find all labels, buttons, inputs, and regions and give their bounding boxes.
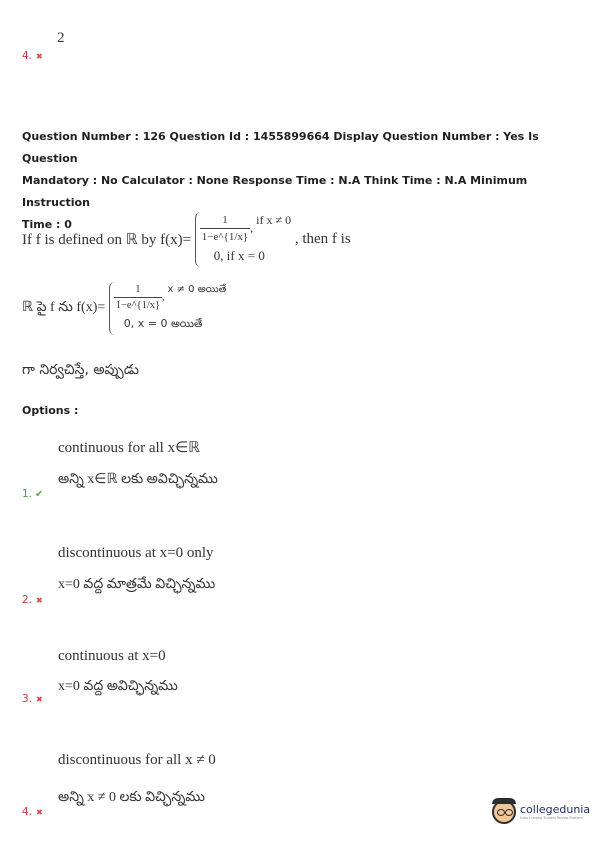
case-2-telugu: 0, x = 0 అయితే: [123, 317, 203, 330]
previous-answer-fragment: 2: [57, 30, 65, 46]
option-number: 3.: [22, 693, 33, 705]
option-1-number: [22, 488, 43, 500]
cross-icon: ✖: [36, 52, 43, 61]
option-2-number: [22, 594, 43, 606]
option-4-number: [22, 806, 43, 818]
collegedunia-logo: [492, 800, 590, 824]
option-2-telugu[interactable]: x=0 వద్ద మాత్రమే విచ్ఛిన్నము: [58, 577, 216, 592]
metadata-line-3: Time : 0: [22, 218, 72, 231]
option-3-english[interactable]: continuous at x=0: [58, 648, 166, 664]
metadata-line-2: Mandatory : No Calculator : None Response Time : N.A Think Time : N.A Minimum Instruction: [22, 174, 528, 209]
check-icon: ✔: [35, 489, 44, 500]
options-label: Options :: [22, 404, 79, 417]
question-english: [22, 212, 351, 267]
fraction-telugu: [114, 282, 162, 313]
question-suffix: , then f is: [294, 231, 351, 247]
option-2-english[interactable]: discontinuous at x=0 only: [58, 545, 214, 561]
option-number: 4.: [22, 50, 33, 62]
logo-text: collegedunia: [520, 802, 591, 816]
question-telugu: [22, 282, 226, 335]
option-3-number: [22, 693, 43, 705]
fraction-numerator: 1: [114, 282, 162, 298]
fraction-denominator: 1−e^{1/x}: [201, 231, 249, 243]
option-number: 2.: [22, 594, 33, 606]
option-3-telugu[interactable]: x=0 వద్ద అవిచ్ఛిన్నము: [58, 679, 178, 694]
option-number: 4.: [22, 806, 33, 818]
case-2: 0, if x = 0: [213, 248, 265, 263]
option-number: 1.: [22, 488, 33, 500]
cross-icon: ✖: [36, 695, 43, 704]
option-1-english[interactable]: continuous for all x∈ℝ: [58, 440, 201, 456]
logo-tagline: India's largest Student Review Platform: [520, 815, 583, 820]
case-1-condition-telugu: x ≠ 0 అయితే: [167, 284, 227, 295]
piecewise-definition: $\frac{1}{1-e\^{}\{1/x\}}$ , if x ≠ 0 0, if x = 0: [195, 212, 291, 267]
previous-option-number: [22, 50, 43, 62]
metadata-line-1: Question Number : 126 Question Id : 1455899664 Display Question Number : Yes Is Question: [22, 130, 539, 165]
option-4-telugu[interactable]: అన్ని x ≠ 0 లకు విచ్ఛిన్నము: [58, 790, 205, 805]
question-prefix-telugu: ℝ పై f ను f(x)=: [22, 300, 106, 315]
fraction-numerator: 1: [200, 212, 250, 229]
cross-icon: ✖: [36, 808, 43, 817]
option-1-telugu[interactable]: అన్ని x∈ℝ లకు అవిచ్ఛిన్నము: [58, 472, 218, 487]
fraction: [200, 212, 250, 245]
cross-icon: ✖: [36, 596, 43, 605]
mascot-icon: [492, 800, 516, 824]
piecewise-definition-telugu: $\frac{1}{1-e\^{}\{1/x\}}$ , x ≠ 0 అయితే 0, x = 0 అయితే: [109, 282, 227, 335]
question-prefix: If f is defined on ℝ by f(x)=: [22, 232, 192, 248]
fraction-denominator: 1−e^{1/x}: [115, 300, 161, 311]
question-telugu-line-2: గా నిర్వచిస్తే, అప్పుడు: [22, 362, 139, 378]
option-4-english[interactable]: discontinuous for all x ≠ 0: [58, 752, 216, 768]
case-1-condition: if x ≠ 0: [256, 213, 292, 227]
